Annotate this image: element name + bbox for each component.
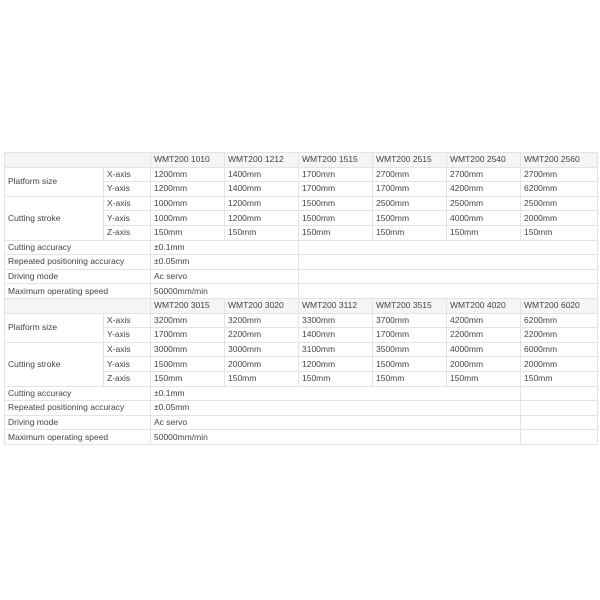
value-cell: 2700mm — [521, 167, 598, 182]
value-cell: 2500mm — [521, 196, 598, 211]
value-cell: 1400mm — [225, 167, 299, 182]
value-cell: 150mm — [373, 371, 447, 386]
repeated-positioning-accuracy-row — [5, 401, 598, 416]
value-cell: 150mm — [299, 225, 373, 240]
header-blank-cell — [5, 298, 151, 313]
value-cell: 2200mm — [447, 328, 521, 343]
model-name-cell: WMT200 6020 — [521, 298, 598, 313]
value-cell: 3100mm — [299, 342, 373, 357]
value-cell: 150mm — [299, 371, 373, 386]
value-cell: 1400mm — [299, 328, 373, 343]
model-name-cell: WMT200 3515 — [373, 298, 447, 313]
value-cell: 1700mm — [373, 328, 447, 343]
value-cell: 2500mm — [373, 196, 447, 211]
empty-cell — [521, 386, 598, 401]
driving-mode-row — [5, 269, 598, 284]
cutting-accuracy-row — [5, 240, 598, 255]
axis-label: X-axis — [104, 196, 151, 211]
max-operating-speed-value: 50000mm/min — [151, 284, 299, 299]
platform-size-label: Platform size — [5, 167, 104, 196]
platform-size-x-row — [5, 167, 598, 182]
model-name-cell: WMT200 2515 — [373, 153, 447, 168]
platform-size-x-row — [5, 313, 598, 328]
value-cell: 4000mm — [447, 211, 521, 226]
header-blank-cell — [5, 153, 151, 168]
value-cell: 3700mm — [373, 313, 447, 328]
empty-cell — [299, 269, 598, 284]
value-cell: 3200mm — [151, 313, 225, 328]
value-cell: 1200mm — [299, 357, 373, 372]
value-cell: 4000mm — [447, 342, 521, 357]
empty-cell — [299, 284, 598, 299]
value-cell: 150mm — [373, 225, 447, 240]
value-cell: 1700mm — [299, 182, 373, 197]
spec-table-wrapper — [4, 152, 597, 445]
value-cell: 1500mm — [299, 211, 373, 226]
repeated-positioning-accuracy-value: ±0.05mm — [151, 401, 521, 416]
cutting-stroke-label: Cutting stroke — [5, 342, 104, 386]
cutting-accuracy-label: Cutting accuracy — [5, 386, 151, 401]
value-cell: 2500mm — [447, 196, 521, 211]
value-cell: 2000mm — [447, 357, 521, 372]
model-header-row — [5, 298, 598, 313]
value-cell: 3300mm — [299, 313, 373, 328]
model-name-cell: WMT200 3015 — [151, 298, 225, 313]
axis-label: Y-axis — [104, 357, 151, 372]
axis-label: Z-axis — [104, 225, 151, 240]
driving-mode-label: Driving mode — [5, 269, 151, 284]
value-cell: 3000mm — [225, 342, 299, 357]
model-name-cell: WMT200 1010 — [151, 153, 225, 168]
value-cell: 1700mm — [373, 182, 447, 197]
value-cell: 2700mm — [373, 167, 447, 182]
empty-cell — [521, 430, 598, 445]
value-cell: 2000mm — [521, 357, 598, 372]
cutting-stroke-x-row — [5, 342, 598, 357]
value-cell: 1400mm — [225, 182, 299, 197]
value-cell: 150mm — [521, 371, 598, 386]
empty-cell — [521, 401, 598, 416]
value-cell: 150mm — [151, 371, 225, 386]
value-cell: 1200mm — [225, 196, 299, 211]
value-cell: 150mm — [447, 225, 521, 240]
model-name-cell: WMT200 2560 — [521, 153, 598, 168]
value-cell: 150mm — [225, 225, 299, 240]
value-cell: 150mm — [521, 225, 598, 240]
driving-mode-label: Driving mode — [5, 415, 151, 430]
value-cell: 4200mm — [447, 313, 521, 328]
max-operating-speed-row — [5, 284, 598, 299]
value-cell: 1700mm — [299, 167, 373, 182]
value-cell: 1000mm — [151, 211, 225, 226]
value-cell: 1700mm — [151, 328, 225, 343]
max-operating-speed-row — [5, 430, 598, 445]
driving-mode-value: Ac servo — [151, 269, 299, 284]
axis-label: Y-axis — [104, 211, 151, 226]
value-cell: 6200mm — [521, 313, 598, 328]
model-name-cell: WMT200 3112 — [299, 298, 373, 313]
value-cell: 3000mm — [151, 342, 225, 357]
model-name-cell: WMT200 3020 — [225, 298, 299, 313]
value-cell: 6000mm — [521, 342, 598, 357]
driving-mode-row — [5, 415, 598, 430]
value-cell: 1500mm — [373, 357, 447, 372]
repeated-positioning-accuracy-value: ±0.05mm — [151, 255, 299, 270]
value-cell: 2700mm — [447, 167, 521, 182]
value-cell: 150mm — [151, 225, 225, 240]
axis-label: X-axis — [104, 167, 151, 182]
platform-size-label: Platform size — [5, 313, 104, 342]
value-cell: 1200mm — [151, 167, 225, 182]
model-header-row — [5, 153, 598, 168]
model-name-cell: WMT200 4020 — [447, 298, 521, 313]
axis-label: Y-axis — [104, 182, 151, 197]
value-cell: 3500mm — [373, 342, 447, 357]
empty-cell — [299, 240, 598, 255]
value-cell: 1200mm — [225, 211, 299, 226]
model-name-cell: WMT200 1212 — [225, 153, 299, 168]
repeated-positioning-accuracy-row — [5, 255, 598, 270]
model-name-cell: WMT200 2540 — [447, 153, 521, 168]
value-cell: 2200mm — [225, 328, 299, 343]
repeated-positioning-accuracy-label: Repeated positioning accuracy — [5, 401, 151, 416]
max-operating-speed-label: Maximum operating speed — [5, 430, 151, 445]
max-operating-speed-value: 50000mm/min — [151, 430, 521, 445]
value-cell: 6200mm — [521, 182, 598, 197]
spec-table — [4, 152, 598, 445]
value-cell: 4200mm — [447, 182, 521, 197]
value-cell: 1000mm — [151, 196, 225, 211]
max-operating-speed-label: Maximum operating speed — [5, 284, 151, 299]
value-cell: 2000mm — [225, 357, 299, 372]
value-cell: 1500mm — [151, 357, 225, 372]
axis-label: X-axis — [104, 313, 151, 328]
value-cell: 1500mm — [299, 196, 373, 211]
axis-label: Y-axis — [104, 328, 151, 343]
value-cell: 2200mm — [521, 328, 598, 343]
repeated-positioning-accuracy-label: Repeated positioning accuracy — [5, 255, 151, 270]
value-cell: 150mm — [225, 371, 299, 386]
value-cell: 2000mm — [521, 211, 598, 226]
value-cell: 1200mm — [151, 182, 225, 197]
value-cell: 150mm — [447, 371, 521, 386]
value-cell: 1500mm — [373, 211, 447, 226]
empty-cell — [521, 415, 598, 430]
cutting-accuracy-value: ±0.1mm — [151, 240, 299, 255]
axis-label: Z-axis — [104, 371, 151, 386]
empty-cell — [299, 255, 598, 270]
axis-label: X-axis — [104, 342, 151, 357]
cutting-accuracy-value: ±0.1mm — [151, 386, 521, 401]
driving-mode-value: Ac servo — [151, 415, 521, 430]
cutting-accuracy-row — [5, 386, 598, 401]
value-cell: 3200mm — [225, 313, 299, 328]
cutting-stroke-label: Cutting stroke — [5, 196, 104, 240]
cutting-stroke-x-row — [5, 196, 598, 211]
cutting-accuracy-label: Cutting accuracy — [5, 240, 151, 255]
model-name-cell: WMT200 1515 — [299, 153, 373, 168]
